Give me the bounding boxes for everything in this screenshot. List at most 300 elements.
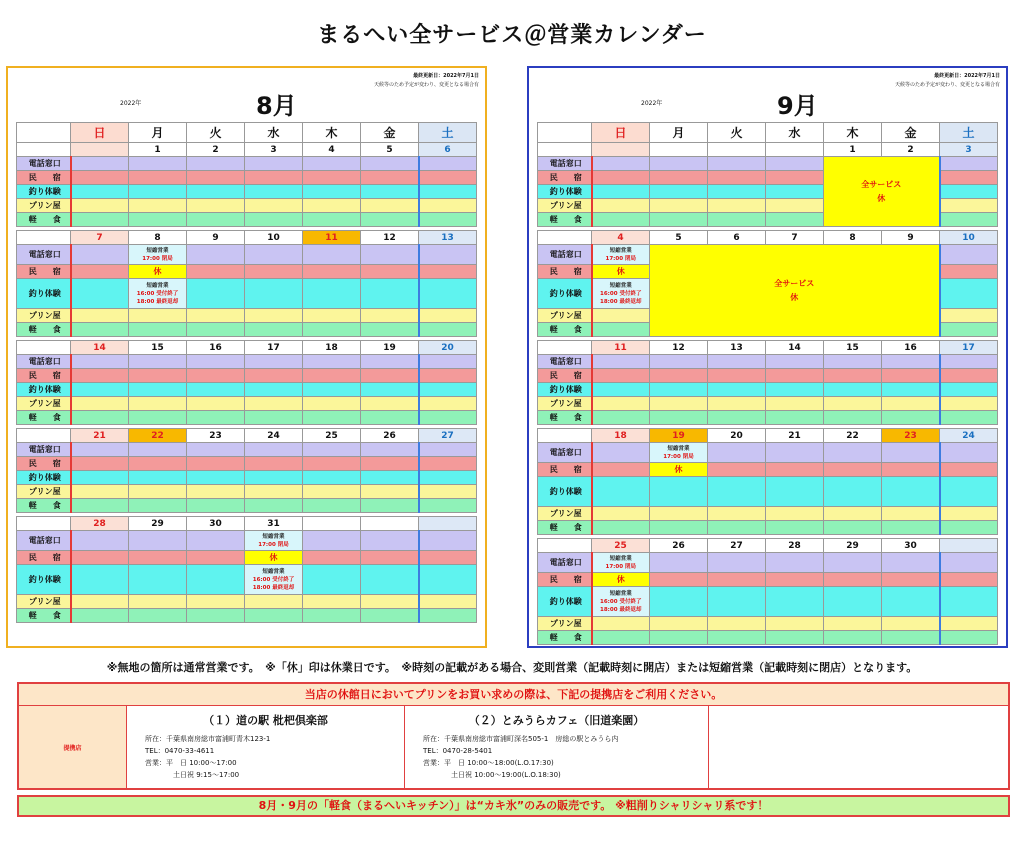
service-cell bbox=[708, 157, 766, 171]
service-cell bbox=[419, 595, 477, 609]
service-label: プリン屋 bbox=[538, 507, 592, 521]
service-cell bbox=[650, 617, 708, 631]
service-cell bbox=[708, 397, 766, 411]
date-cell: 11 bbox=[592, 341, 650, 355]
date-cell: 24 bbox=[940, 429, 998, 443]
service-cell bbox=[187, 355, 245, 369]
service-cell bbox=[71, 485, 129, 499]
service-cell bbox=[129, 171, 187, 185]
service-cell bbox=[766, 553, 824, 573]
date-cell: 25 bbox=[303, 429, 361, 443]
date-cell: 21 bbox=[766, 429, 824, 443]
service-cell bbox=[245, 171, 303, 185]
service-cell bbox=[708, 617, 766, 631]
service-cell bbox=[303, 199, 361, 213]
date-cell: 17 bbox=[940, 341, 998, 355]
service-cell bbox=[592, 477, 650, 507]
service-cell bbox=[303, 609, 361, 623]
service-cell bbox=[129, 323, 187, 337]
service-cell bbox=[361, 369, 419, 383]
service-cell bbox=[592, 369, 650, 383]
weekday-header: 土 bbox=[419, 123, 477, 143]
service-label: 民 宿 bbox=[17, 551, 71, 565]
service-cell bbox=[650, 477, 708, 507]
service-cell bbox=[419, 443, 477, 457]
service-cell bbox=[766, 411, 824, 425]
date-cell: 16 bbox=[187, 341, 245, 355]
service-cell bbox=[708, 573, 766, 587]
service-label: 軽 食 bbox=[17, 499, 71, 513]
spacer-cell bbox=[17, 231, 71, 245]
service-cell bbox=[882, 369, 940, 383]
service-cell bbox=[187, 171, 245, 185]
service-cell bbox=[129, 199, 187, 213]
partner-side-label: 提携店 bbox=[19, 706, 127, 788]
date-cell: 5 bbox=[650, 231, 708, 245]
date-cell: 4 bbox=[592, 231, 650, 245]
service-cell bbox=[940, 507, 998, 521]
date-cell bbox=[940, 539, 998, 553]
service-cell bbox=[824, 383, 882, 397]
service-cell bbox=[419, 369, 477, 383]
service-cell bbox=[882, 355, 940, 369]
service-cell bbox=[419, 457, 477, 471]
service-cell bbox=[187, 551, 245, 565]
service-label: 釣り体験 bbox=[538, 383, 592, 397]
weekday-header: 火 bbox=[708, 123, 766, 143]
month-label: 9月 bbox=[777, 92, 818, 120]
service-cell bbox=[187, 157, 245, 171]
service-cell bbox=[419, 279, 477, 309]
service-cell bbox=[766, 369, 824, 383]
service-cell bbox=[940, 463, 998, 477]
short-hours-note: 短縮営業 17:00 閉局 bbox=[650, 443, 708, 463]
service-cell bbox=[71, 397, 129, 411]
service-cell bbox=[245, 199, 303, 213]
partner-heading: 当店の休館日においてプリンをお買い求めの際は、下記の提携店をご利用ください。 bbox=[19, 684, 1008, 706]
service-cell bbox=[187, 369, 245, 383]
service-cell bbox=[187, 457, 245, 471]
service-label: 民 宿 bbox=[538, 369, 592, 383]
service-cell bbox=[882, 617, 940, 631]
date-cell: 7 bbox=[71, 231, 129, 245]
service-cell bbox=[71, 213, 129, 227]
service-cell bbox=[650, 157, 708, 171]
service-cell bbox=[940, 521, 998, 535]
service-cell bbox=[940, 587, 998, 617]
fishing-short-note: 短縮営業 16:00 受付終了 18:00 最終返却 bbox=[129, 279, 187, 309]
weekday-header: 水 bbox=[245, 123, 303, 143]
service-cell bbox=[245, 355, 303, 369]
service-cell bbox=[940, 157, 998, 171]
service-cell bbox=[824, 411, 882, 425]
service-cell bbox=[71, 565, 129, 595]
partner-empty-cell bbox=[709, 706, 1008, 788]
service-cell bbox=[940, 355, 998, 369]
kakigori-notice: 8月・9月の「軽食（まるへいキッチン）」は“カキ氷”のみの販売です。 ※粗削りシャリシャリ系です！ bbox=[17, 795, 1010, 817]
service-label: 軽 食 bbox=[17, 213, 71, 227]
service-cell bbox=[129, 157, 187, 171]
date-cell: 28 bbox=[766, 539, 824, 553]
date-cell: 26 bbox=[650, 539, 708, 553]
service-cell bbox=[361, 609, 419, 623]
service-cell bbox=[592, 199, 650, 213]
service-cell bbox=[187, 565, 245, 595]
service-cell bbox=[419, 471, 477, 485]
service-label: 釣り体験 bbox=[538, 279, 592, 309]
service-cell bbox=[592, 411, 650, 425]
service-label: 釣り体験 bbox=[538, 477, 592, 507]
date-cell: 24 bbox=[245, 429, 303, 443]
service-label: プリン屋 bbox=[17, 595, 71, 609]
service-cell bbox=[708, 521, 766, 535]
service-label: 軽 食 bbox=[538, 631, 592, 645]
service-cell bbox=[303, 485, 361, 499]
service-cell bbox=[766, 355, 824, 369]
date-cell: 19 bbox=[650, 429, 708, 443]
service-cell bbox=[245, 609, 303, 623]
service-label: 電話窓口 bbox=[538, 553, 592, 573]
year-label: 2022年 bbox=[641, 100, 663, 107]
service-label: 電話窓口 bbox=[17, 443, 71, 457]
date-cell bbox=[650, 143, 708, 157]
service-cell bbox=[882, 553, 940, 573]
service-label: 電話窓口 bbox=[17, 355, 71, 369]
service-cell bbox=[303, 213, 361, 227]
date-cell: 14 bbox=[71, 341, 129, 355]
shop-hours-weekday: 営業：平 日 10:00～17:00 bbox=[145, 759, 237, 767]
service-cell bbox=[187, 595, 245, 609]
service-cell bbox=[940, 411, 998, 425]
service-cell bbox=[766, 185, 824, 199]
service-cell bbox=[303, 411, 361, 425]
service-label: 民 宿 bbox=[538, 265, 592, 279]
service-cell bbox=[882, 573, 940, 587]
service-cell bbox=[187, 309, 245, 323]
service-cell bbox=[245, 443, 303, 457]
service-cell bbox=[187, 383, 245, 397]
date-cell: 18 bbox=[592, 429, 650, 443]
service-label: プリン屋 bbox=[538, 617, 592, 631]
service-cell bbox=[708, 355, 766, 369]
spacer-cell bbox=[17, 517, 71, 531]
service-cell bbox=[245, 397, 303, 411]
service-cell bbox=[766, 631, 824, 645]
weekday-header: 水 bbox=[766, 123, 824, 143]
date-cell: 10 bbox=[940, 231, 998, 245]
date-cell bbox=[71, 143, 129, 157]
service-cell bbox=[824, 443, 882, 463]
service-cell bbox=[245, 485, 303, 499]
service-cell bbox=[824, 573, 882, 587]
service-cell bbox=[129, 457, 187, 471]
service-cell bbox=[766, 199, 824, 213]
service-cell bbox=[187, 185, 245, 199]
service-cell bbox=[592, 397, 650, 411]
service-cell bbox=[187, 609, 245, 623]
service-cell bbox=[708, 553, 766, 573]
service-cell bbox=[824, 553, 882, 573]
calendar-august bbox=[6, 66, 487, 648]
service-cell bbox=[419, 199, 477, 213]
date-cell: 9 bbox=[187, 231, 245, 245]
service-cell bbox=[650, 383, 708, 397]
month-label: 8月 bbox=[256, 92, 297, 120]
date-cell: 27 bbox=[708, 539, 766, 553]
service-cell bbox=[71, 309, 129, 323]
service-label: 軽 食 bbox=[17, 323, 71, 337]
date-cell bbox=[361, 517, 419, 531]
short-hours-note: 短縮営業 17:00 閉局 bbox=[592, 245, 650, 265]
service-cell bbox=[419, 213, 477, 227]
service-cell bbox=[303, 471, 361, 485]
service-cell bbox=[824, 587, 882, 617]
service-label: 電話窓口 bbox=[538, 443, 592, 463]
service-cell bbox=[187, 531, 245, 551]
service-cell bbox=[940, 369, 998, 383]
service-cell bbox=[245, 369, 303, 383]
service-cell bbox=[940, 631, 998, 645]
closed-mark: 休 bbox=[245, 551, 303, 565]
service-cell bbox=[650, 171, 708, 185]
date-cell: 29 bbox=[129, 517, 187, 531]
service-cell bbox=[766, 463, 824, 477]
service-cell bbox=[129, 531, 187, 551]
service-cell bbox=[766, 157, 824, 171]
service-cell bbox=[303, 383, 361, 397]
service-cell bbox=[361, 551, 419, 565]
service-cell bbox=[361, 279, 419, 309]
date-cell: 18 bbox=[303, 341, 361, 355]
service-cell bbox=[824, 617, 882, 631]
service-cell bbox=[882, 507, 940, 521]
date-cell: 22 bbox=[824, 429, 882, 443]
service-cell bbox=[361, 485, 419, 499]
spacer-cell bbox=[17, 429, 71, 443]
service-cell bbox=[708, 587, 766, 617]
closed-mark: 休 bbox=[592, 265, 650, 279]
shop-address: 所在：千葉県南房総市富浦町青木123-1 bbox=[145, 735, 271, 743]
spacer-cell bbox=[538, 143, 592, 157]
service-cell bbox=[361, 323, 419, 337]
date-cell: 22 bbox=[129, 429, 187, 443]
shop-hours-weekend: 土日祝 10:00～19:00(L.O.18:30) bbox=[451, 771, 561, 779]
service-cell bbox=[592, 171, 650, 185]
service-cell bbox=[882, 411, 940, 425]
year-label: 2022年 bbox=[120, 100, 142, 107]
service-cell bbox=[129, 309, 187, 323]
service-cell bbox=[419, 383, 477, 397]
date-cell: 6 bbox=[419, 143, 477, 157]
service-cell bbox=[361, 245, 419, 265]
service-cell bbox=[187, 397, 245, 411]
service-cell bbox=[824, 463, 882, 477]
spacer-cell bbox=[538, 341, 592, 355]
service-cell bbox=[303, 185, 361, 199]
service-cell bbox=[129, 369, 187, 383]
service-cell bbox=[766, 213, 824, 227]
service-label: 民 宿 bbox=[17, 369, 71, 383]
date-cell: 3 bbox=[245, 143, 303, 157]
service-cell bbox=[419, 411, 477, 425]
service-cell bbox=[708, 507, 766, 521]
service-cell bbox=[361, 185, 419, 199]
date-cell: 11 bbox=[303, 231, 361, 245]
service-cell bbox=[361, 531, 419, 551]
service-cell bbox=[245, 157, 303, 171]
date-cell: 2 bbox=[882, 143, 940, 157]
service-cell bbox=[766, 521, 824, 535]
date-cell bbox=[303, 517, 361, 531]
service-cell bbox=[361, 265, 419, 279]
service-cell bbox=[303, 323, 361, 337]
service-cell bbox=[940, 185, 998, 199]
weekday-header: 月 bbox=[650, 123, 708, 143]
service-label: 民 宿 bbox=[538, 171, 592, 185]
service-cell bbox=[245, 471, 303, 485]
service-cell bbox=[824, 631, 882, 645]
service-label: プリン屋 bbox=[538, 199, 592, 213]
service-label: 電話窓口 bbox=[538, 245, 592, 265]
corner-cell bbox=[538, 123, 592, 143]
date-cell: 1 bbox=[824, 143, 882, 157]
calendar-september bbox=[527, 66, 1008, 648]
service-cell bbox=[129, 443, 187, 457]
service-cell bbox=[650, 573, 708, 587]
service-cell bbox=[361, 499, 419, 513]
service-cell bbox=[650, 553, 708, 573]
service-label: 電話窓口 bbox=[17, 245, 71, 265]
service-cell bbox=[303, 157, 361, 171]
date-cell: 25 bbox=[592, 539, 650, 553]
service-cell bbox=[245, 323, 303, 337]
page-title: まるへい全サービス＠営業カレンダー bbox=[317, 23, 707, 48]
service-cell bbox=[419, 551, 477, 565]
service-cell bbox=[361, 355, 419, 369]
shop-hours-weekday: 営業：平 日 10:00～18:00(L.O.17:30) bbox=[423, 759, 554, 767]
date-cell: 3 bbox=[940, 143, 998, 157]
service-cell bbox=[245, 309, 303, 323]
service-cell bbox=[940, 553, 998, 573]
service-cell bbox=[187, 245, 245, 265]
service-cell bbox=[650, 355, 708, 369]
date-cell: 20 bbox=[708, 429, 766, 443]
service-cell bbox=[71, 355, 129, 369]
service-cell bbox=[361, 443, 419, 457]
service-cell bbox=[303, 443, 361, 457]
service-cell bbox=[245, 185, 303, 199]
shop-tel: TEL：0470-28-5401 bbox=[423, 747, 493, 755]
service-cell bbox=[303, 595, 361, 609]
service-cell bbox=[592, 631, 650, 645]
service-cell bbox=[419, 309, 477, 323]
service-label: 釣り体験 bbox=[17, 383, 71, 397]
service-cell bbox=[361, 595, 419, 609]
service-cell bbox=[592, 521, 650, 535]
fishing-short-note: 短縮営業 16:00 受付終了 18:00 最終返却 bbox=[592, 279, 650, 309]
service-cell bbox=[592, 443, 650, 463]
service-cell bbox=[361, 157, 419, 171]
service-cell bbox=[419, 397, 477, 411]
service-cell bbox=[303, 279, 361, 309]
service-cell bbox=[940, 397, 998, 411]
service-label: 電話窓口 bbox=[17, 157, 71, 171]
service-cell bbox=[650, 185, 708, 199]
service-cell bbox=[71, 551, 129, 565]
service-cell bbox=[650, 587, 708, 617]
date-cell: 19 bbox=[361, 341, 419, 355]
closed-mark: 休 bbox=[650, 463, 708, 477]
service-label: 軽 食 bbox=[17, 411, 71, 425]
spacer-cell bbox=[17, 143, 71, 157]
weekday-header: 火 bbox=[187, 123, 245, 143]
service-cell bbox=[940, 323, 998, 337]
service-cell bbox=[940, 443, 998, 463]
date-cell: 10 bbox=[245, 231, 303, 245]
service-label: プリン屋 bbox=[538, 397, 592, 411]
service-cell bbox=[129, 213, 187, 227]
service-cell bbox=[766, 397, 824, 411]
service-cell bbox=[245, 265, 303, 279]
weekday-header: 金 bbox=[361, 123, 419, 143]
service-cell bbox=[187, 323, 245, 337]
service-cell bbox=[419, 565, 477, 595]
service-cell bbox=[650, 199, 708, 213]
spacer-cell bbox=[538, 429, 592, 443]
service-cell bbox=[187, 279, 245, 309]
date-cell: 15 bbox=[129, 341, 187, 355]
date-cell: 31 bbox=[245, 517, 303, 531]
service-cell bbox=[71, 411, 129, 425]
date-cell: 17 bbox=[245, 341, 303, 355]
service-label: 釣り体験 bbox=[17, 279, 71, 309]
service-cell bbox=[940, 617, 998, 631]
service-cell bbox=[71, 185, 129, 199]
date-cell: 13 bbox=[419, 231, 477, 245]
service-cell bbox=[187, 499, 245, 513]
service-cell bbox=[650, 521, 708, 535]
service-cell bbox=[129, 471, 187, 485]
service-cell bbox=[71, 499, 129, 513]
service-cell bbox=[419, 171, 477, 185]
service-cell bbox=[303, 309, 361, 323]
service-cell bbox=[592, 355, 650, 369]
service-label: 軽 食 bbox=[538, 411, 592, 425]
service-cell bbox=[71, 443, 129, 457]
date-cell: 1 bbox=[129, 143, 187, 157]
weekday-header: 木 bbox=[303, 123, 361, 143]
partner-shops bbox=[17, 682, 1010, 790]
service-cell bbox=[882, 587, 940, 617]
service-cell bbox=[882, 521, 940, 535]
service-cell bbox=[708, 185, 766, 199]
service-cell bbox=[303, 397, 361, 411]
service-cell bbox=[766, 171, 824, 185]
service-cell bbox=[71, 199, 129, 213]
closed-mark: 休 bbox=[592, 573, 650, 587]
service-cell bbox=[245, 279, 303, 309]
service-cell bbox=[940, 477, 998, 507]
service-cell bbox=[650, 507, 708, 521]
service-cell bbox=[882, 443, 940, 463]
service-cell bbox=[882, 631, 940, 645]
service-cell bbox=[650, 631, 708, 645]
service-cell bbox=[766, 477, 824, 507]
service-label: 釣り体験 bbox=[538, 185, 592, 199]
service-cell bbox=[824, 507, 882, 521]
date-cell: 23 bbox=[882, 429, 940, 443]
service-cell bbox=[129, 355, 187, 369]
